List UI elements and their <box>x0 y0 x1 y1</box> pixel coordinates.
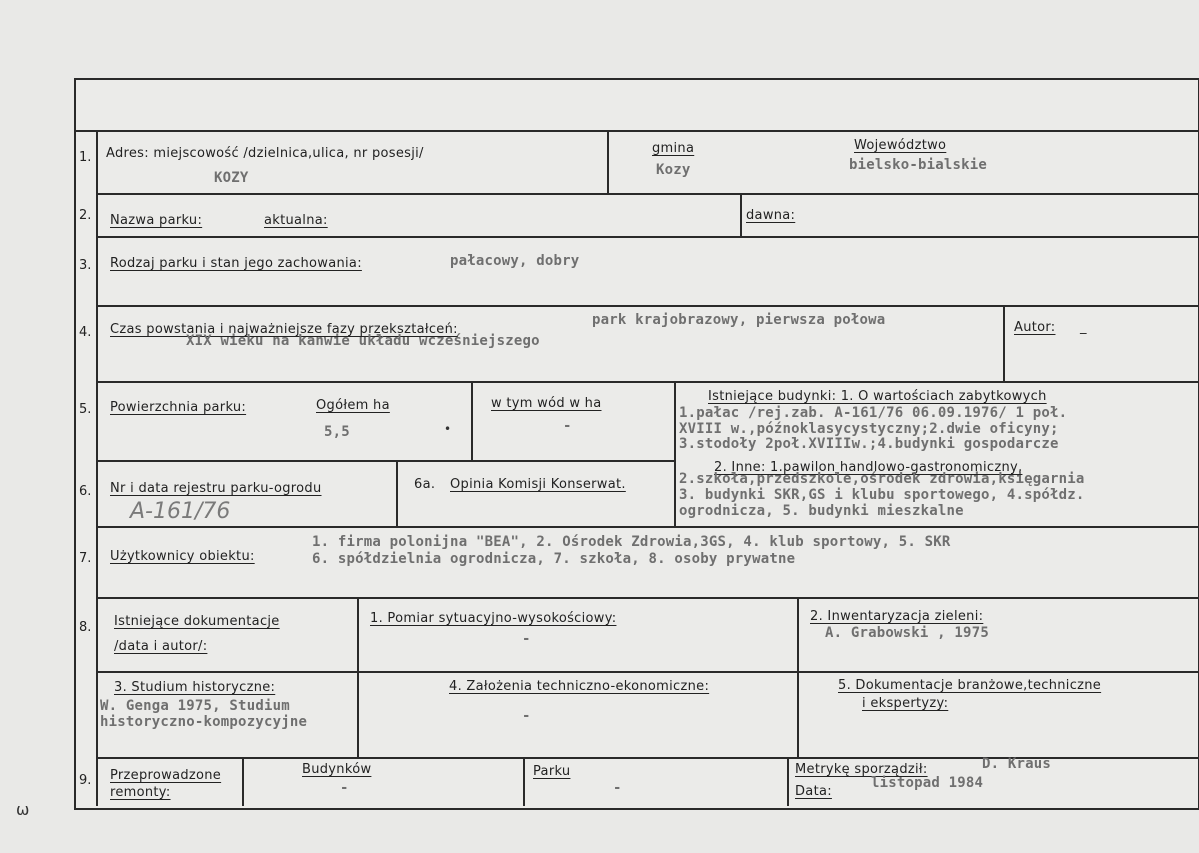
divider <box>471 381 473 460</box>
divider <box>96 597 1198 599</box>
row-number: 6. <box>79 484 92 499</box>
buildings-renovation-value: - <box>340 780 349 796</box>
row-number: 4. <box>79 325 92 340</box>
row-number: 8. <box>79 620 92 635</box>
divider <box>96 193 1198 195</box>
prepared-by-label: Metrykę sporządził: <box>795 762 928 777</box>
other-buildings-line3: ogrodnicza, 5. budynki mieszkalne <box>679 503 964 519</box>
divider <box>242 757 244 806</box>
users-label: Użytkownicy obiektu: <box>110 549 255 564</box>
technical-assumptions-value: - <box>522 708 531 724</box>
row-number: 7. <box>79 551 92 566</box>
other-buildings-line1: 2.szkoła,przedszkole,ośrodek zdrowia,księgarnia <box>679 471 1085 487</box>
historic-buildings-line1: 1.pałac /rej.zab. A-161/76 06.09.1976/ 1 poł. <box>679 405 1068 421</box>
technical-assumptions-label: 4. Założenia techniczno-ekonomiczne: <box>449 679 710 694</box>
users-line1: 1. firma polonijna "BEA", 2. Ośrodek Zdrowia,3GS, 4. klub sportowy, 5. SKR <box>312 534 951 550</box>
users-line2: 6. spółdzielnia ogrodnicza, 7. szkoła, 8. osoby prywatne <box>312 551 796 567</box>
register-value: A-161/76 <box>130 499 231 524</box>
register-label: Nr i data rejestru parku-ogrodu <box>110 481 322 496</box>
park-type-value: pałacowy, dobry <box>450 253 580 269</box>
historic-buildings-line3: 3.stodoły 2poł.XVIIIw.;4.budynki gospodarcze <box>679 436 1059 452</box>
origin-value-line2: XIX wieku na kanwie układu wcześniejszego <box>186 333 540 349</box>
other-buildings-label: 2. Inne: 1.pawilon handlowo-gastronomiczny, <box>714 460 1023 475</box>
divider <box>96 460 674 462</box>
current-name-label: aktualna: <box>264 213 328 228</box>
author-value: _ <box>1080 320 1087 335</box>
total-area-label: Ogółem ha <box>316 398 390 413</box>
divider <box>396 460 398 526</box>
divider <box>96 130 98 806</box>
opinion-number: 6a. <box>414 477 436 492</box>
water-area-value: - <box>563 418 572 434</box>
survey-value: - <box>522 631 531 647</box>
existing-docs-label: Istniejące dokumentacje <box>114 614 280 629</box>
row-number: 2. <box>79 208 92 223</box>
origin-value-line1: park krajobrazowy, pierwsza połowa <box>592 312 886 328</box>
divider <box>523 757 525 806</box>
row-number: 5. <box>79 402 92 417</box>
divider <box>1003 305 1005 381</box>
buildings-renovation-label: Budynków <box>302 762 372 777</box>
historical-study-line1: W. Genga 1975, Studium <box>100 698 290 714</box>
date-value: listopad 1984 <box>871 775 984 791</box>
divider <box>96 305 1198 307</box>
gmina-label: gmina <box>652 141 695 156</box>
greenery-inventory-label: 2. Inwentaryzacja zieleni: <box>810 609 984 624</box>
existing-buildings-label: Istniejące budynki: 1. O wartościach zabytkowych <box>708 389 1047 404</box>
branch-docs-label: 5. Dokumentacje branżowe,techniczne <box>838 678 1102 693</box>
date-label: Data: <box>795 784 832 799</box>
origin-label: Czas powstania i najważniejsze fazy przekształceń: <box>110 322 458 337</box>
voivodeship-value: bielsko-bialskie <box>849 157 988 173</box>
park-renovation-label: Parku <box>533 764 571 779</box>
author-label: Autor: <box>1014 320 1056 335</box>
branch-docs-sublabel: i ekspertyzy: <box>862 696 949 711</box>
row-number: 3. <box>79 258 92 273</box>
greenery-inventory-value: A. Grabowski , 1975 <box>825 625 989 641</box>
row-number: 9. <box>79 773 92 788</box>
divider <box>357 597 359 757</box>
park-renovation-value: - <box>613 780 622 796</box>
existing-docs-sublabel: /data i autor/: <box>114 639 208 654</box>
voivodeship-label: Województwo <box>854 138 947 153</box>
park-type-label: Rodzaj parku i stan jego zachowania: <box>110 256 362 271</box>
divider <box>674 381 676 526</box>
former-name-label: dawna: <box>746 208 796 223</box>
area-label: Powierzchnia parku: <box>110 400 247 415</box>
historical-study-line2: historyczno-kompozycyjne <box>100 714 308 730</box>
divider <box>797 597 799 757</box>
total-area-value: 5,5 <box>324 424 350 440</box>
survey-label: 1. Pomiar sytuacyjno-wysokościowy: <box>370 611 617 626</box>
address-value: KOZY <box>214 170 249 186</box>
divider <box>74 130 1198 132</box>
other-buildings-line2: 3. budynki SKR,GS i klubu sportowego, 4.spółdz. <box>679 487 1085 503</box>
divider <box>607 130 609 193</box>
divider <box>96 236 1198 238</box>
historic-buildings-line2: XVIII w.,późnoklasycystyczny;2.dwie oficyny; <box>679 421 1059 437</box>
prepared-by-value: D. Kraus <box>982 756 1052 772</box>
divider <box>96 671 1198 673</box>
renovations-label: Przeprowadzone <box>110 768 222 783</box>
opinion-label: Opinia Komisji Konserwat. <box>450 477 626 492</box>
water-area-label: w tym wód w ha <box>491 396 602 411</box>
margin-mark: ω <box>16 800 30 819</box>
row-number: 1. <box>79 150 92 165</box>
address-label: Adres: miejscowość /dzielnica,ulica, nr posesji/ <box>106 146 424 161</box>
divider <box>787 757 789 806</box>
renovations-sublabel: remonty: <box>110 785 171 800</box>
gmina-value: Kozy <box>656 162 691 178</box>
historical-study-label: 3. Studium historyczne: <box>114 680 276 695</box>
divider <box>96 526 1198 528</box>
dot-mark: • <box>444 422 452 436</box>
divider <box>96 381 1198 383</box>
park-name-label: Nazwa parku: <box>110 213 203 228</box>
divider <box>740 193 742 236</box>
